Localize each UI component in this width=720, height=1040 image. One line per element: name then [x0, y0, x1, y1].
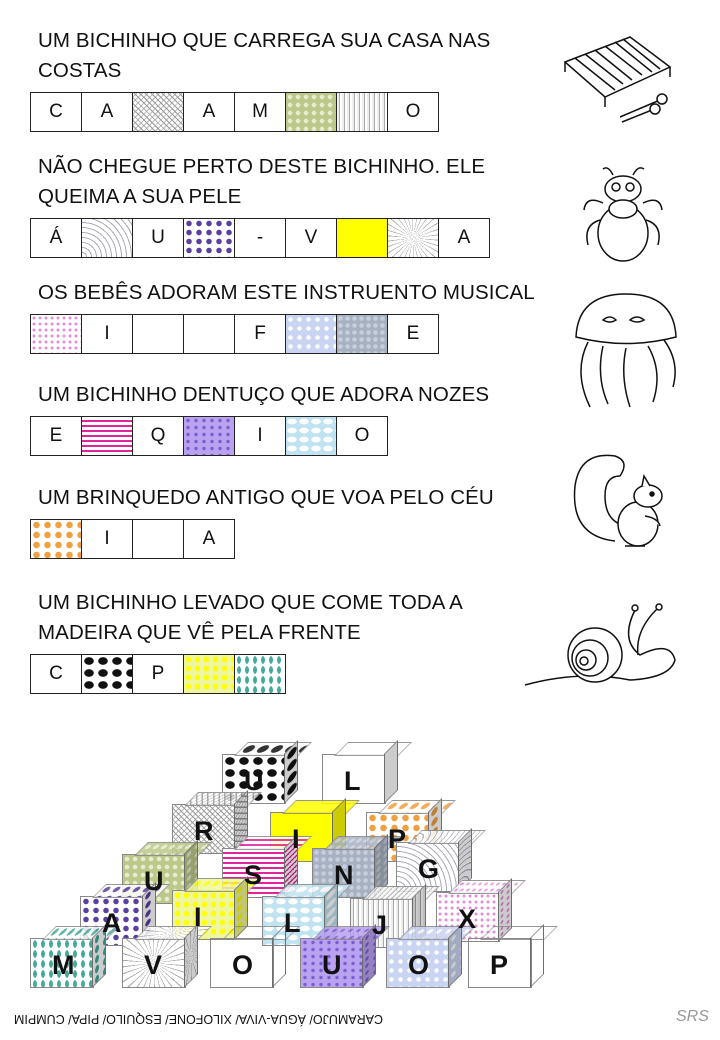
block-letter: J: [372, 910, 388, 940]
cell-letter: M: [252, 101, 268, 122]
cell-letter: E: [49, 425, 63, 446]
pattern-cell: [183, 654, 235, 694]
answer-cells: [30, 416, 388, 456]
cell-letter: I: [104, 528, 110, 549]
block-letter: G: [418, 854, 440, 884]
pattern-cell: [132, 314, 184, 354]
riddle-text: COSTAS: [38, 59, 122, 82]
answer-cells: [30, 314, 439, 354]
block-letter: R: [194, 816, 214, 846]
pattern-cell: [336, 92, 388, 132]
block-letter: A: [102, 908, 122, 938]
letter-cell: [81, 519, 133, 559]
letter-cell: [30, 92, 82, 132]
pattern-cell: [132, 519, 184, 559]
letter-cell: [81, 92, 133, 132]
letter-cell: [387, 92, 439, 132]
pattern-cell: [234, 654, 286, 694]
block-letter: L: [344, 766, 361, 796]
cell-letter: Á: [49, 227, 63, 248]
block-letter: U: [322, 950, 342, 980]
letter-cell: [132, 416, 184, 456]
ant-icon: [578, 165, 668, 270]
pattern-cell: [336, 314, 388, 354]
answer-cells: [30, 218, 490, 258]
answer-key: CARAMUJO/ ÁGUA-VIVA/ XILOFONE/ ESQUILO/ PIPA/ CUMPIM: [14, 1012, 384, 1026]
block-letter: L: [284, 908, 301, 938]
snail-icon: [520, 600, 685, 695]
block-letter: X: [458, 904, 477, 934]
pattern-cell: [81, 654, 133, 694]
squirrel-icon: [570, 446, 670, 556]
pattern-cell: [183, 218, 235, 258]
block-letter: U: [144, 866, 164, 896]
cell-letter: I: [257, 425, 263, 446]
riddle-text: QUEIMA A SUA PELE: [38, 185, 242, 208]
answer-cells: [30, 519, 235, 559]
pattern-cell: [285, 92, 337, 132]
block-letter: P: [388, 824, 407, 854]
letter-cell: [234, 416, 286, 456]
cell-letter: A: [457, 227, 471, 248]
block-letter: I: [194, 902, 202, 932]
pattern-cell: [81, 416, 133, 456]
letter-cell: [132, 654, 184, 694]
block-letter: N: [334, 860, 354, 890]
cell-letter: I: [104, 323, 110, 344]
pattern-cell: [285, 314, 337, 354]
pattern-cell: [30, 314, 82, 354]
cell-letter: V: [304, 227, 318, 248]
letter-cell: [234, 218, 286, 258]
riddle-text: MADEIRA QUE VÊ PELA FRENTE: [38, 621, 361, 644]
block-letter: I: [292, 824, 300, 854]
letter-cell: [132, 218, 184, 258]
pattern-cell: [132, 92, 184, 132]
cell-letter: C: [49, 101, 63, 122]
cell-letter: P: [151, 663, 165, 684]
cell-letter: Q: [150, 425, 166, 446]
cell-letter: F: [254, 323, 266, 344]
riddle-text: UM BICHINHO QUE CARREGA SUA CASA NAS: [38, 29, 491, 52]
letter-cell: [387, 314, 439, 354]
block-letter: S: [244, 860, 263, 890]
letter-cell: [438, 218, 490, 258]
letter-cell: [234, 314, 286, 354]
riddle-text: OS BEBÊS ADORAM ESTE INSTRUENTO MUSICAL: [38, 281, 535, 304]
letter-cell: [30, 218, 82, 258]
cell-letter: U: [151, 227, 165, 248]
pattern-cell: [30, 519, 82, 559]
cell-letter: A: [100, 101, 114, 122]
letter-cell: [183, 92, 235, 132]
pattern-cell: [81, 218, 133, 258]
pattern-cell: [183, 314, 235, 354]
letter-cell: [183, 519, 235, 559]
letter-cell: [234, 92, 286, 132]
letter-cell: [81, 314, 133, 354]
cell-letter: A: [202, 528, 216, 549]
riddle-text: UM BICHINHO LEVADO QUE COME TODA A: [38, 591, 463, 614]
jellyfish-icon: [568, 292, 683, 412]
pattern-cell: [183, 416, 235, 456]
cell-letter: E: [406, 323, 420, 344]
riddle-text: NÃO CHEGUE PERTO DESTE BICHINHO. ELE: [38, 155, 486, 178]
pattern-cell: [285, 416, 337, 456]
cell-letter: C: [49, 663, 63, 684]
block-letter: M: [52, 950, 75, 980]
cell-letter: -: [256, 227, 264, 248]
xylophone-icon: [560, 32, 680, 127]
block-letter: V: [144, 950, 163, 980]
cell-letter: O: [354, 425, 370, 446]
pattern-cell: [336, 218, 388, 258]
letter-cell: [30, 416, 82, 456]
answer-cells: [30, 654, 286, 694]
riddle-text: UM BICHINHO DENTUÇO QUE ADORA NOZES: [38, 383, 490, 406]
answer-cells: [30, 92, 439, 132]
letter-cell: [336, 416, 388, 456]
block-letter: P: [490, 950, 509, 980]
cell-letter: A: [202, 101, 216, 122]
author-signature: SRS: [676, 1008, 709, 1025]
cell-letter: O: [405, 101, 421, 122]
riddle-text: UM BRINQUEDO ANTIGO QUE VOA PELO CÉU: [38, 486, 494, 509]
block-letter: O: [408, 950, 430, 980]
block-letter: U: [244, 766, 264, 796]
block-letter: O: [232, 950, 254, 980]
letter-cell: [30, 654, 82, 694]
pattern-cell: [387, 218, 439, 258]
letter-cell: [285, 218, 337, 258]
